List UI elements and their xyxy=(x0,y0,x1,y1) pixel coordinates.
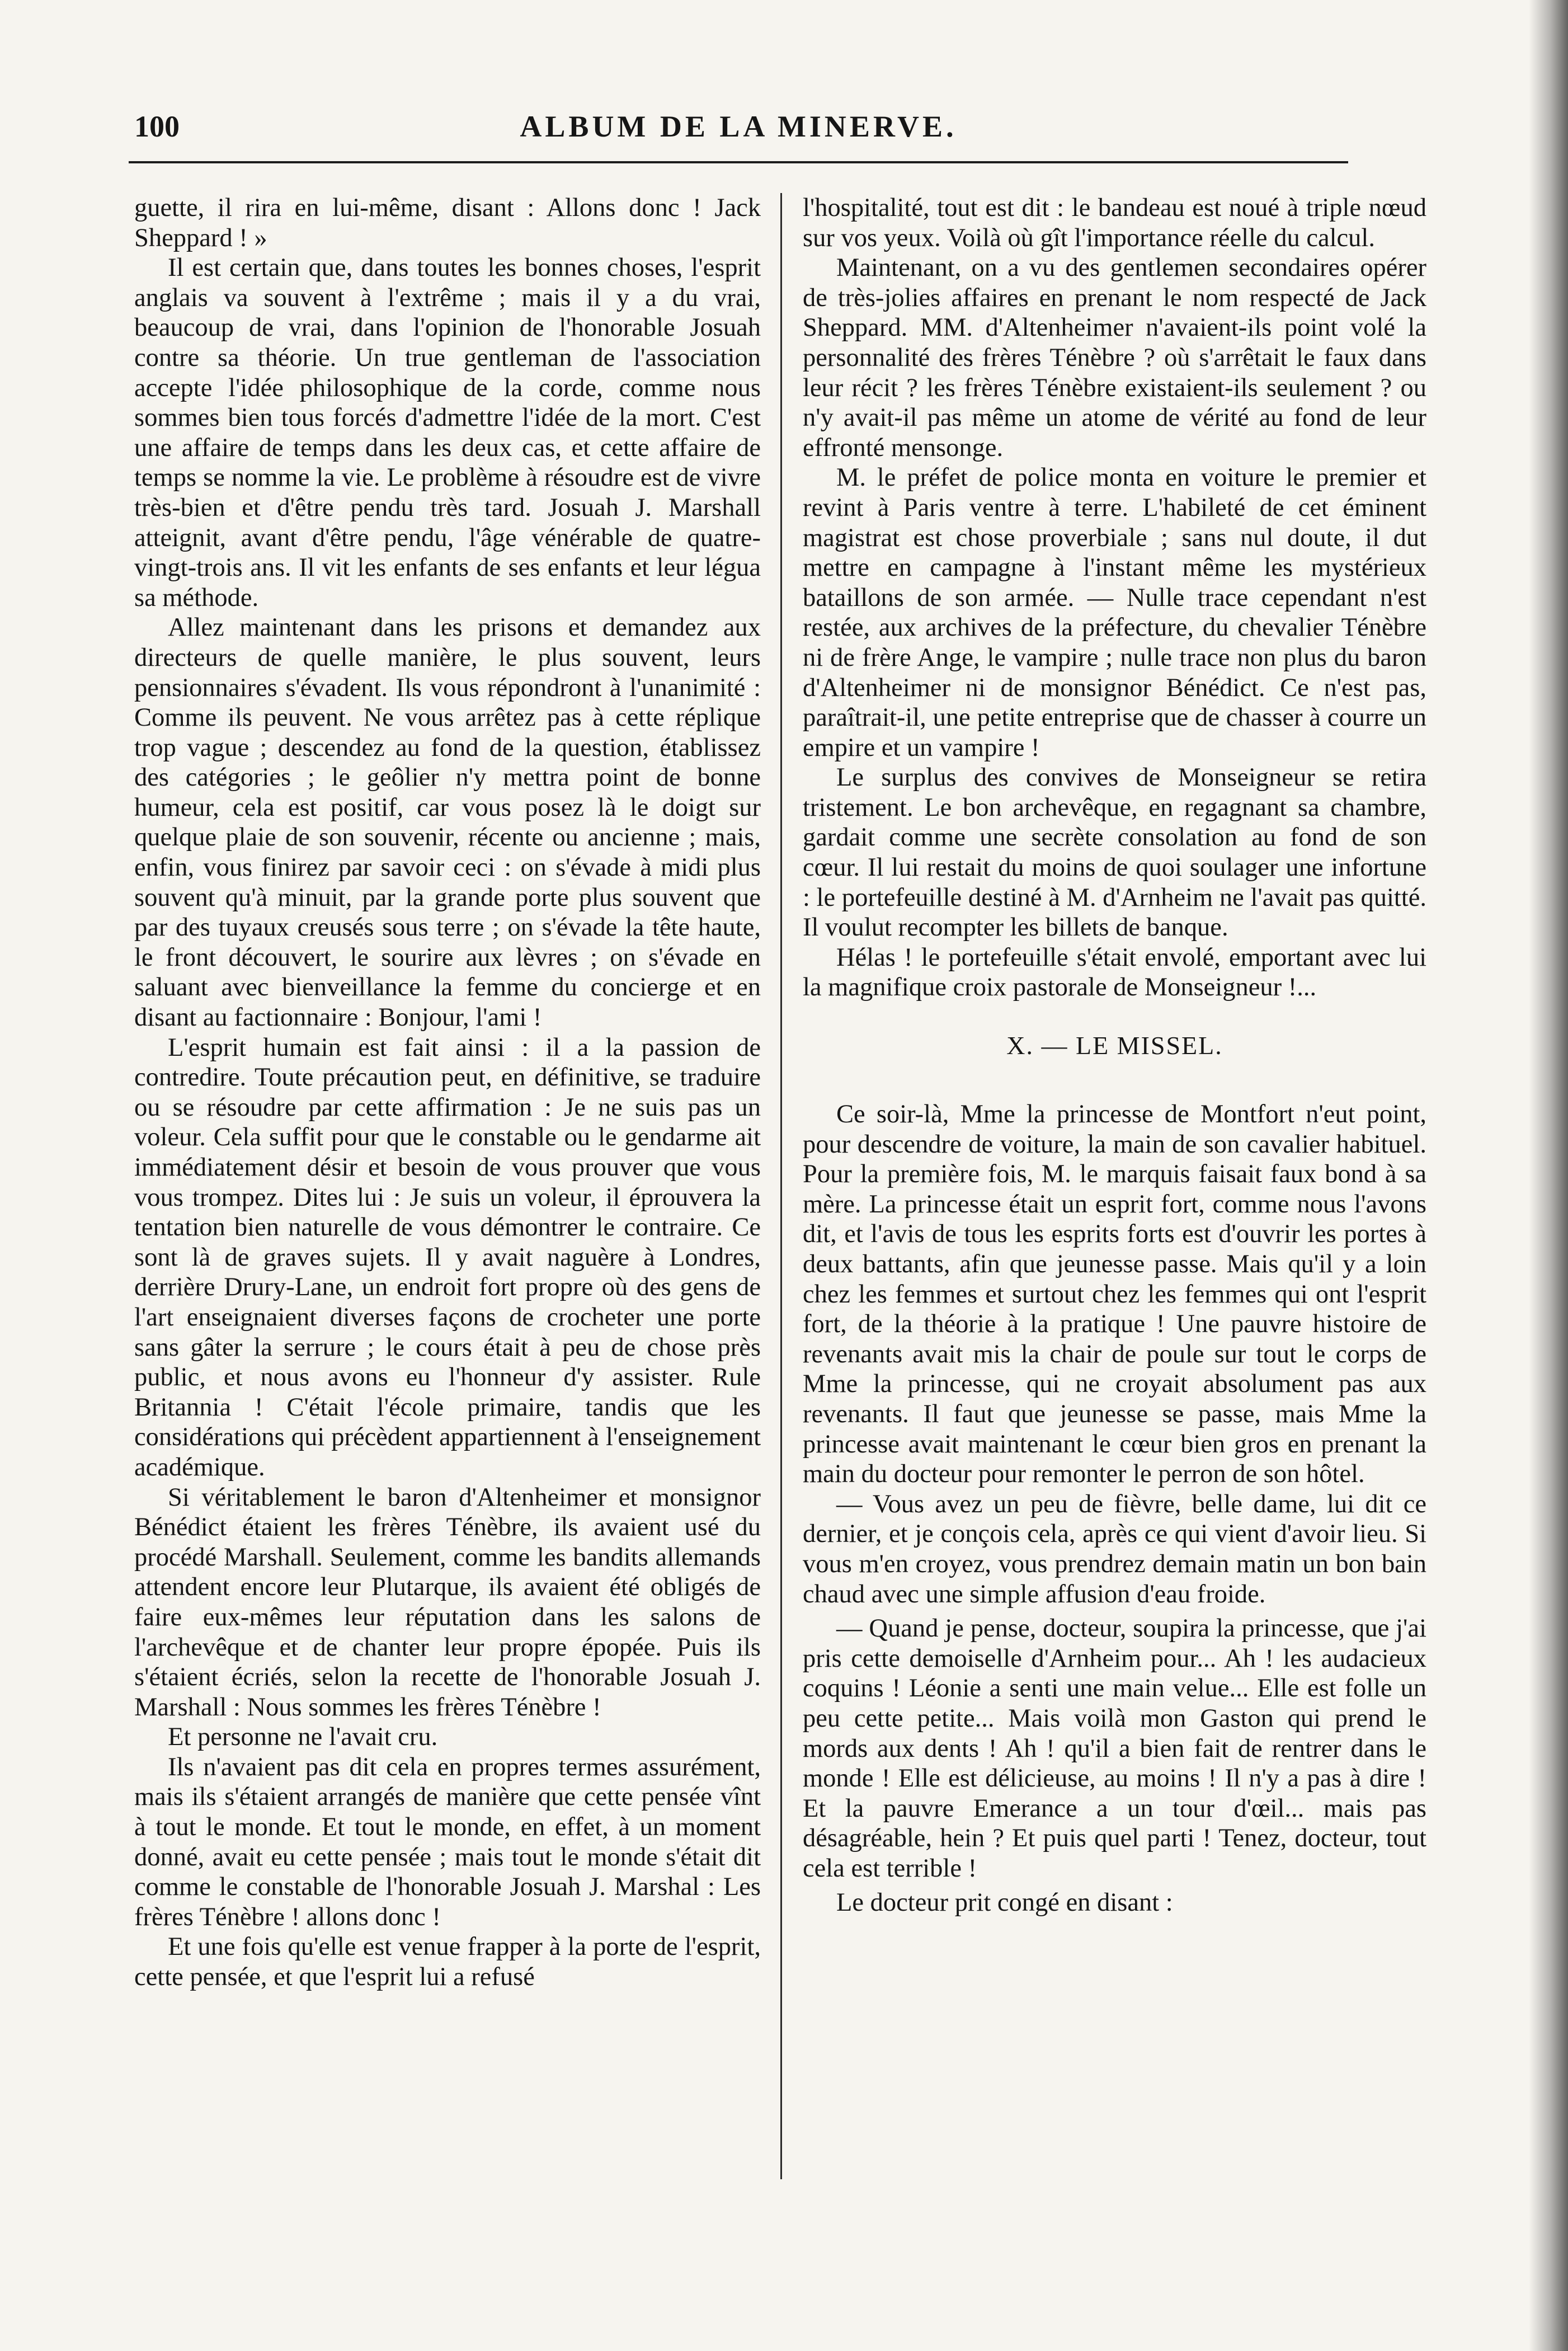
paragraph: Le surplus des convives de Monseigneur se retira tristement. Le bon archevêque, en regagnant sa chambre, gardait comme une secrète consolation au fond de son cœur. Il lui restait du moins de quoi soulager une infortune : le portefeuille destiné à M. d'Arnheim ne l'avait pas quitté. Il voulut recompter les billets de banque. xyxy=(803,763,1426,942)
page-header xyxy=(129,109,1348,148)
paragraph: Et personne ne l'avait cru. xyxy=(168,1723,438,1752)
paragraph: Hélas ! le portefeuille s'était envolé, emportant avec lui la magnifique croix pastorale de Monseigneur !... xyxy=(803,943,1426,1002)
paragraph: M. le préfet de police monta en voiture le premier et revint à Paris ventre à terre. L'habileté de cet éminent magistrat est chose proverbiale ; sans nul doute, il dut mettre en campagne à l'instant même les mystérieux bataillons de son armée. — Nulle trace cependant n'est restée, aux archives de la préfecture, du chevalier Ténèbre ni de frère Ange, le vampire ; nulle trace non plus du baron d'Altenheimer ni de monsignor Bénédict. Ce n'est pas, paraîtrait-il, une petite entreprise que de chasser à courre un empire et un vampire ! xyxy=(803,463,1426,762)
running-title: ALBUM DE LA MINERVE. xyxy=(520,110,957,143)
paragraph: L'esprit humain est fait ainsi : il a la passion de contredire. Toute précaution peut, en définitive, se traduire ou se résoudre par cette affirmation : Je ne suis pas un voleur. Cela suffit pour que le constable ou le gendarme ait immédiatement désir et besoin de vous prouver que vous vous trompez. Dites lui : Je suis un voleur, il éprouvera la tentation bien naturelle de vous démontrer le contraire. Ce sont là de graves sujets. Il y avait naguère à Londres, derrière Drury-Lane, un endroit fort propre où des gens de l'art enseignaient diverses façons de crocheter une porte sans gâter la serrure ; le cours était à peu de chose près public, et nous avons eu l'honneur d'y assister. Rule Britannia ! C'était l'école primaire, tandis que les considérations qui précèdent appartiennent à l'enseignement académique. xyxy=(134,1033,761,1482)
right-column xyxy=(803,193,1426,1918)
paragraph: — Quand je pense, docteur, soupira la princesse, que j'ai pris cette demoiselle d'Arnheim pour... Ah ! les audacieux coquins ! Léonie a senti une main velue... Elle est folle un peu cette petite... Mais voilà mon Gaston qui prend le mords aux dents ! Ah ! qu'il a bien fait de rentrer dans le monde ! Elle est délicieuse, au moins ! Il n'y a pas à dire ! Et la pauvre Emerance a un tour d'œil... mais pas désagréable, hein ? Et puis quel parti ! Tenez, docteur, tout cela est terrible ! xyxy=(803,1614,1426,1883)
paragraph: Maintenant, on a vu des gentlemen secondaires opérer de très-jolies affaires en prenant le nom respecté de Jack Sheppard. MM. d'Altenheimer n'avaient-ils point volé la personnalité des frères Ténèbre ? où s'arrêtait le faux dans leur récit ? les frères Ténèbre existaient-ils seulement ? ou n'y avait-il pas même un atome de vérité au fond de leur effronté mensonge. xyxy=(803,253,1426,462)
paragraph: Et une fois qu'elle est venue frapper à la porte de l'esprit, cette pensée, et que l'esprit lui a refusé xyxy=(134,1932,761,1992)
paragraph: Le docteur prit congé en disant : xyxy=(836,1888,1173,1917)
paragraph: Ils n'avaient pas dit cela en propres termes assurément, mais ils s'étaient arrangés de manière que cette pensée vînt à tout le monde. Et tout le monde, en effet, à un moment donné, avait eu cette pensée ; mais tout le monde s'était dit comme le constable de l'honorable Josuah J. Marshal : Les frères Ténèbre ! allons donc ! xyxy=(134,1752,761,1931)
column-divider xyxy=(780,193,782,2179)
paragraph: Allez maintenant dans les prisons et demandez aux directeurs de quelle manière, le plus souvent, leurs pensionnaires s'évadent. Ils vous répondront à l'unanimité : Comme ils peuvent. Ne vous arrêtez pas à cette réplique trop vague ; descendez au fond de la question, établissez des catégories ; le geôlier n'y mettra point de bonne humeur, cela est positif, car vous posez là le doigt sur quelque plaie de son souvenir, récente ou ancienne ; mais, enfin, vous finirez par savoir ceci : on s'évade à midi plus souvent qu'à minuit, par la grande porte plus souvent que par des tuyaux creusés sous terre ; on s'évade la tête haute, le front découvert, le sourire aux lèvres ; on s'évade en saluant avec bienveillance la femme du concierge et en disant au factionnaire : Bonjour, l'ami ! xyxy=(134,613,761,1032)
page-edge-shadow xyxy=(1529,0,1568,2351)
left-column xyxy=(134,193,761,1992)
paragraph: Il est certain que, dans toutes les bonnes choses, l'esprit anglais va souvent à l'extrême ; mais il y a du vrai, beaucoup de vrai, dans l'opinion de l'honorable Josuah contre sa théorie. Un true gentleman de l'association accepte l'idée philosophique de la corde, comme nous sommes bien tous forcés d'admettre l'idée de la mort. C'est une affaire de temps dans les deux cas, et cette affaire de temps se nomme la vie. Le problème à résoudre est de vivre très-bien et d'être pendu très tard. Josuah J. Marshall atteignit, avant d'être pendu, l'âge vénérable de quatre-vingt-trois ans. Il vit les enfants de ses enfants et leur légua sa méthode. xyxy=(134,253,761,612)
paragraph: Si véritablement le baron d'Altenheimer et monsignor Bénédict étaient les frères Ténèbre, ils avaient usé du procédé Marshall. Seulement, comme les bandits allemands attendent encore leur Plutarque, ils avaient été obligés de faire eux-mêmes leur réputation dans les salons de l'archevêque et de chanter leur propre épopée. Puis ils s'étaient écriés, selon la recette de l'honorable Josuah J. Marshall : Nous sommes les frères Ténèbre ! xyxy=(134,1483,761,1722)
paragraph: l'hospitalité, tout est dit : le bandeau est noué à triple nœud sur vos yeux. Voilà où gît l'importance réelle du calcul. xyxy=(803,194,1426,252)
paragraph: — Vous avez un peu de fièvre, belle dame, lui dit ce dernier, et je conçois cela, après ce qui vient d'avoir lieu. Si vous m'en croyez, vous prendrez demain matin un bon bain chaud avec une simple affusion d'eau froide. xyxy=(803,1489,1426,1609)
paragraph: Ce soir-là, Mme la princesse de Montfort n'eut point, pour descendre de voiture, la main de son cavalier habituel. Pour la première fois, M. le marquis faisait faux bond à sa mère. La princesse était un esprit fort, comme nous l'avons dit, et l'avis de tous les esprits forts est d'ouvrir les portes à deux battants, afin que jeunesse passe. Mais qu'il y a loin chez les femmes et surtout chez les femmes qui ont l'esprit fort, de la théorie à la pratique ! Une pauvre histoire de revenants avait mis la chair de poule sur tout le corps de Mme la princesse, qui ne croyait absolument pas aux revenants. Il faut que jeunesse se passe, mais Mme la princesse avait maintenant le cœur bien gros en prenant la main du docteur pour remonter le perron de son hôtel. xyxy=(803,1100,1426,1489)
header-rule xyxy=(129,161,1348,163)
paragraph: guette, il rira en lui-même, disant : Allons donc ! Jack Sheppard ! » xyxy=(134,194,761,252)
section-heading: X. — LE MISSEL. xyxy=(1006,1031,1223,1060)
page-number: 100 xyxy=(134,110,180,143)
